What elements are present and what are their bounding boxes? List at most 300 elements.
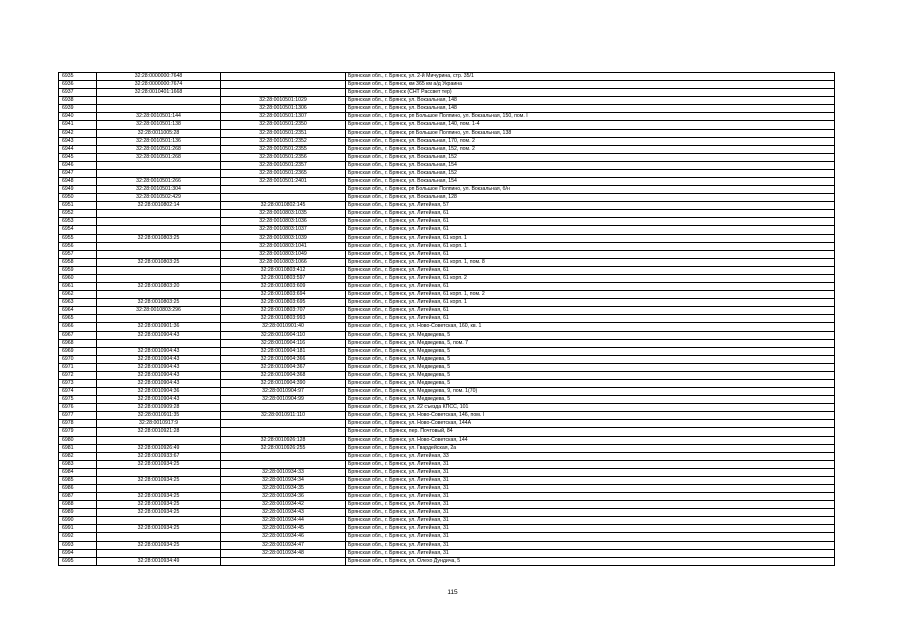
land-cadastral-number-cell: 32:28:0010921:28 [97, 428, 221, 436]
table-row [59, 81, 835, 89]
building-cadastral-number-cell: 32:28:0010934:43 [221, 509, 346, 517]
row-number-cell: 6978 [59, 420, 97, 428]
row-number-cell: 6984 [59, 469, 97, 477]
building-cadastral-number-cell: 32:28:0010934:44 [221, 517, 346, 525]
address-cell: Брянская обл., г. Брянск, ул. Литейная, 61 корп. 1 [346, 243, 835, 251]
address-cell: Брянская обл., г. Брянск, ул. Ново-Советская, 146, пом. I [346, 412, 835, 420]
table-row [59, 525, 835, 533]
table-row [59, 356, 835, 364]
address-cell: Брянская обл., г. Брянск (СНТ Рассвет тер) [346, 89, 835, 97]
table-row [59, 461, 835, 469]
address-cell: Брянская обл., г. Брянск, ул. Ново-Советская, 144 [346, 437, 835, 445]
land-cadastral-number-cell: 32:28:0010934:25 [97, 493, 221, 501]
building-cadastral-number-cell: 32:28:0010803:695 [221, 299, 346, 307]
building-cadastral-number-cell [221, 461, 346, 469]
row-number-cell: 6987 [59, 493, 97, 501]
table-row [59, 396, 835, 404]
land-cadastral-number-cell: 32:28:0010934:25 [97, 461, 221, 469]
row-number-cell: 6935 [59, 73, 97, 81]
row-number-cell: 6966 [59, 323, 97, 331]
table-row [59, 243, 835, 251]
table-row [59, 509, 835, 517]
table-row [59, 542, 835, 550]
row-number-cell: 6952 [59, 210, 97, 218]
table-row [59, 533, 835, 541]
row-number-cell: 6964 [59, 307, 97, 315]
row-number-cell: 6979 [59, 428, 97, 436]
building-cadastral-number-cell: 32:28:0010904:116 [221, 340, 346, 348]
table-row [59, 202, 835, 210]
land-cadastral-number-cell: 32:28:0010904:43 [97, 396, 221, 404]
building-cadastral-number-cell: 32:28:0010904:368 [221, 372, 346, 380]
row-number-cell: 6994 [59, 550, 97, 558]
building-cadastral-number-cell: 32:28:0010803:1039 [221, 235, 346, 243]
land-cadastral-number-cell: 32:28:0010934:25 [97, 501, 221, 509]
table-row [59, 372, 835, 380]
land-cadastral-number-cell: 32:28:0010904:43 [97, 372, 221, 380]
row-number-cell: 6944 [59, 146, 97, 154]
address-cell: Брянская обл., г. Брянск, ул. Литейная, 61 [346, 218, 835, 226]
row-number-cell: 6943 [59, 138, 97, 146]
building-cadastral-number-cell [221, 558, 346, 566]
address-cell: Брянская обл., г. Брянск, ул. Литейная, 31 [346, 550, 835, 558]
building-cadastral-number-cell: 32:28:0010904:99 [221, 396, 346, 404]
building-cadastral-number-cell: 32:28:0010803:1035 [221, 210, 346, 218]
building-cadastral-number-cell: 32:28:0010904:97 [221, 388, 346, 396]
building-cadastral-number-cell: 32:28:0010904:367 [221, 364, 346, 372]
land-cadastral-number-cell: 32:28:0010501:304 [97, 186, 221, 194]
building-cadastral-number-cell: 32:28:0010803:1049 [221, 251, 346, 259]
building-cadastral-number-cell: 32:28:0010501:2401 [221, 178, 346, 186]
table-row [59, 404, 835, 412]
row-number-cell: 6990 [59, 517, 97, 525]
table-row [59, 291, 835, 299]
land-cadastral-number-cell: 32:28:0010401:1668 [97, 89, 221, 97]
row-number-cell: 6991 [59, 525, 97, 533]
address-cell: Брянская обл., г. Брянск, ул. Медведева, 5 [346, 356, 835, 364]
table-row [59, 517, 835, 525]
land-cadastral-number-cell [97, 162, 221, 170]
address-cell: Брянская обл., г. Брянск, ул. Литейная, 61 [346, 226, 835, 234]
land-cadastral-number-cell: 32:28:0010802:14 [97, 202, 221, 210]
table-row [59, 493, 835, 501]
land-cadastral-number-cell [97, 105, 221, 113]
address-cell: Брянская обл., г. Брянск, ул. Литейная, 31 [346, 469, 835, 477]
land-cadastral-number-cell: 32:28:0010933:67 [97, 453, 221, 461]
address-cell: Брянская обл., г. Брянск, ул. Литейная, 31 [346, 517, 835, 525]
building-cadastral-number-cell: 32:28:0010934:35 [221, 485, 346, 493]
land-cadastral-number-cell: 32:28:0010904:43 [97, 348, 221, 356]
land-cadastral-number-cell: 32:28:0010934:25 [97, 525, 221, 533]
address-cell: Брянская обл., г. Брянск, рп Большое Полпино, ул. Вокзальная, 138 [346, 130, 835, 138]
land-cadastral-number-cell [97, 267, 221, 275]
address-cell: Брянская обл., г. Брянск, ул. Литейная, 61 [346, 315, 835, 323]
land-cadastral-number-cell: 32:28:0010934:25 [97, 477, 221, 485]
table-row [59, 299, 835, 307]
address-cell: Брянская обл., г. Брянск, ул. Литейная, 33 [346, 453, 835, 461]
table-row [59, 412, 835, 420]
land-cadastral-number-cell [97, 437, 221, 445]
building-cadastral-number-cell [221, 428, 346, 436]
row-number-cell: 6937 [59, 89, 97, 97]
address-cell: Брянская обл., г. Брянск, ул. Вокзальная, 154 [346, 178, 835, 186]
row-number-cell: 6974 [59, 388, 97, 396]
address-cell: Брянская обл., г. Брянск, ул. Вокзальная, 128 [346, 194, 835, 202]
table-row [59, 226, 835, 234]
land-cadastral-number-cell [97, 550, 221, 558]
land-cadastral-number-cell: 32:28:0000000:7648 [97, 73, 221, 81]
table-row [59, 445, 835, 453]
building-cadastral-number-cell: 32:28:0010904:181 [221, 348, 346, 356]
address-cell: Брянская обл., г. Брянск, ул. Литейная, 61 корп. 1, пом. 8 [346, 259, 835, 267]
address-cell: Брянская обл., г. Брянск, ул. Вокзальная, 152 [346, 154, 835, 162]
building-cadastral-number-cell: 32:28:0010904:366 [221, 356, 346, 364]
address-cell: Брянская обл., г. Брянск, ул. Литейная, 31 [346, 477, 835, 485]
address-cell: Брянская обл., г. Брянск, ул. Литейная, 61 корп. 1, пом. 2 [346, 291, 835, 299]
building-cadastral-number-cell: 32:28:0010926:255 [221, 445, 346, 453]
row-number-cell: 6973 [59, 380, 97, 388]
land-cadastral-number-cell: 32:28:0010901:36 [97, 323, 221, 331]
building-cadastral-number-cell: 32:28:0010934:46 [221, 533, 346, 541]
table-row [59, 420, 835, 428]
land-cadastral-number-cell: 32:28:0010501:266 [97, 178, 221, 186]
land-cadastral-number-cell [97, 315, 221, 323]
row-number-cell: 6983 [59, 461, 97, 469]
table-row [59, 332, 835, 340]
address-cell: Брянская обл., г. Брянск, ул. Медведева, 5, пом. 7 [346, 340, 835, 348]
building-cadastral-number-cell: 32:28:0010803:993 [221, 315, 346, 323]
row-number-cell: 6963 [59, 299, 97, 307]
row-number-cell: 6962 [59, 291, 97, 299]
table-row [59, 170, 835, 178]
table-row [59, 485, 835, 493]
row-number-cell: 6989 [59, 509, 97, 517]
building-cadastral-number-cell: 32:28:0010803:597 [221, 275, 346, 283]
land-cadastral-number-cell: 32:28:0010934:25 [97, 509, 221, 517]
table-row [59, 130, 835, 138]
row-number-cell: 6948 [59, 178, 97, 186]
table-row [59, 315, 835, 323]
row-number-cell: 6949 [59, 186, 97, 194]
row-number-cell: 6938 [59, 97, 97, 105]
table-row [59, 154, 835, 162]
address-cell: Брянская обл., г. Брянск, ул. Медведева, 5 [346, 348, 835, 356]
address-cell: Брянская обл., г. Брянск, ул. Вокзальная, 152, пом. 2 [346, 146, 835, 154]
building-cadastral-number-cell: 32:28:0010501:1029 [221, 97, 346, 105]
land-cadastral-number-cell [97, 210, 221, 218]
row-number-cell: 6959 [59, 267, 97, 275]
building-cadastral-number-cell: 32:28:0010803:412 [221, 267, 346, 275]
table-row [59, 162, 835, 170]
land-cadastral-number-cell: 32:28:0010904:43 [97, 364, 221, 372]
building-cadastral-number-cell [221, 81, 346, 89]
address-cell: Брянская обл., г. Брянск, ул. Медведева, 5 [346, 380, 835, 388]
building-cadastral-number-cell [221, 453, 346, 461]
row-number-cell: 6971 [59, 364, 97, 372]
row-number-cell: 6950 [59, 194, 97, 202]
building-cadastral-number-cell: 32:28:0010803:1036 [221, 218, 346, 226]
row-number-cell: 6980 [59, 437, 97, 445]
land-cadastral-number-cell: 32:28:0010803:25 [97, 235, 221, 243]
row-number-cell: 6940 [59, 113, 97, 121]
address-cell: Брянская обл., г. Брянск, ул. Литейная, 31 [346, 525, 835, 533]
row-number-cell: 6970 [59, 356, 97, 364]
table-row [59, 138, 835, 146]
table-row [59, 550, 835, 558]
address-cell: Брянская обл., г. Брянск, ул. Медведева, 5 [346, 364, 835, 372]
building-cadastral-number-cell: 32:28:0010501:2355 [221, 146, 346, 154]
address-cell: Брянская обл., г. Брянск, ул. Медведева, 9, пом. 1(70) [346, 388, 835, 396]
address-cell: Брянская обл., г. Брянск, ул. 22 съезда КПСС, 101 [346, 404, 835, 412]
table-row [59, 194, 835, 202]
land-cadastral-number-cell: 32:28:0010501:136 [97, 138, 221, 146]
land-cadastral-number-cell: 32:28:0010803:25 [97, 299, 221, 307]
row-number-cell: 6995 [59, 558, 97, 566]
land-cadastral-number-cell: 32:28:0000000:7674 [97, 81, 221, 89]
building-cadastral-number-cell: 32:28:0010934:36 [221, 493, 346, 501]
building-cadastral-number-cell: 32:28:0010803:707 [221, 307, 346, 315]
address-cell: Брянская обл., г. Брянск, ул. Медведева, 5 [346, 332, 835, 340]
table-row [59, 73, 835, 81]
table-row [59, 437, 835, 445]
row-number-cell: 6939 [59, 105, 97, 113]
table-row [59, 469, 835, 477]
address-cell: Брянская обл., г. Брянск, ул. Литейная, 61 [346, 210, 835, 218]
land-cadastral-number-cell [97, 170, 221, 178]
table-row [59, 89, 835, 97]
address-cell: Брянская обл., г. Брянск, ул. Медведева, 5 [346, 372, 835, 380]
building-cadastral-number-cell: 32:28:0010934:47 [221, 542, 346, 550]
address-cell: Брянская обл., г. Брянск, ул. Литейная, 31 [346, 461, 835, 469]
table-row [59, 380, 835, 388]
row-number-cell: 6947 [59, 170, 97, 178]
property-table [58, 72, 835, 566]
building-cadastral-number-cell: 32:28:0010501:2356 [221, 154, 346, 162]
building-cadastral-number-cell: 32:28:0010802:145 [221, 202, 346, 210]
row-number-cell: 6977 [59, 412, 97, 420]
table-row [59, 348, 835, 356]
land-cadastral-number-cell: 32:28:0010501:144 [97, 113, 221, 121]
building-cadastral-number-cell: 32:28:0010926:128 [221, 437, 346, 445]
land-cadastral-number-cell: 32:28:0010926:49 [97, 445, 221, 453]
land-cadastral-number-cell [97, 275, 221, 283]
land-cadastral-number-cell: 32:28:0010904:36 [97, 388, 221, 396]
table-row [59, 388, 835, 396]
building-cadastral-number-cell: 32:28:0010501:1306 [221, 105, 346, 113]
address-cell: Брянская обл., г. Брянск, ул. Литейная, 61 корп. 1 [346, 235, 835, 243]
table-row [59, 97, 835, 105]
land-cadastral-number-cell: 32:28:0010501:138 [97, 121, 221, 129]
land-cadastral-number-cell: 32:28:0010803:296 [97, 307, 221, 315]
land-cadastral-number-cell: 32:28:0010909:28 [97, 404, 221, 412]
building-cadastral-number-cell: 32:28:0010901:40 [221, 323, 346, 331]
address-cell: Брянская обл., г. Брянск, ул. Вокзальная, 148 [346, 97, 835, 105]
table-row [59, 477, 835, 485]
table-row [59, 323, 835, 331]
row-number-cell: 6965 [59, 315, 97, 323]
building-cadastral-number-cell [221, 186, 346, 194]
address-cell: Брянская обл., г. Брянск, ул. Литейная, 31 [346, 509, 835, 517]
land-cadastral-number-cell [97, 533, 221, 541]
row-number-cell: 6958 [59, 259, 97, 267]
row-number-cell: 6951 [59, 202, 97, 210]
building-cadastral-number-cell: 32:28:0010934:42 [221, 501, 346, 509]
address-cell: Брянская обл., г. Брянск, рп Большое Полпино, ул. Вокзальная, б/н [346, 186, 835, 194]
table-row [59, 113, 835, 121]
address-cell: Брянская обл., г. Брянск, ул. Вокзальная, 154 [346, 162, 835, 170]
address-cell: Брянская обл., г. Брянск, ул. Медведева, 5 [346, 396, 835, 404]
address-cell: Брянская обл., г. Брянск, ул. Литейная, 61 [346, 307, 835, 315]
table-row [59, 428, 835, 436]
table-row [59, 283, 835, 291]
building-cadastral-number-cell: 32:28:0010904:110 [221, 332, 346, 340]
building-cadastral-number-cell: 32:28:0010501:2350 [221, 121, 346, 129]
row-number-cell: 6936 [59, 81, 97, 89]
building-cadastral-number-cell: 32:28:0010501:2351 [221, 130, 346, 138]
address-cell: Брянская обл., г. Брянск, ул. Гвардейская, 2а [346, 445, 835, 453]
row-number-cell: 6975 [59, 396, 97, 404]
table-row [59, 267, 835, 275]
address-cell: Брянская обл., г. Брянск, ул. Литейная, 61 [346, 251, 835, 259]
table-row [59, 186, 835, 194]
building-cadastral-number-cell [221, 73, 346, 81]
table-row [59, 275, 835, 283]
table-row [59, 501, 835, 509]
address-cell: Брянская обл., г. Брянск, ул. Литейная, 61 [346, 267, 835, 275]
building-cadastral-number-cell: 32:28:0010803:694 [221, 291, 346, 299]
address-cell: Брянская обл., г. Брянск, ул. Вокзальная, 152 [346, 170, 835, 178]
row-number-cell: 6988 [59, 501, 97, 509]
land-cadastral-number-cell: 32:28:0010803:20 [97, 283, 221, 291]
building-cadastral-number-cell: 32:28:0010803:1037 [221, 226, 346, 234]
building-cadastral-number-cell: 32:28:0010911:110 [221, 412, 346, 420]
table-row [59, 558, 835, 566]
row-number-cell: 6953 [59, 218, 97, 226]
land-cadastral-number-cell [97, 340, 221, 348]
land-cadastral-number-cell: 32:28:0011005:28 [97, 130, 221, 138]
address-cell: Брянская обл., г. Брянск, ул. Литейная, 31 [346, 542, 835, 550]
land-cadastral-number-cell [97, 226, 221, 234]
table-row [59, 121, 835, 129]
row-number-cell: 6972 [59, 372, 97, 380]
address-cell: Брянская обл., г. Брянск, ул. 2-й Мичурина, стр. 35/1 [346, 73, 835, 81]
address-cell: Брянская обл., г. Брянск, ул. Литейная, 61 корп. 2 [346, 275, 835, 283]
land-cadastral-number-cell: 32:28:0010934:49 [97, 558, 221, 566]
land-cadastral-number-cell: 32:28:0010911:35 [97, 412, 221, 420]
building-cadastral-number-cell [221, 89, 346, 97]
land-cadastral-number-cell: 32:28:0010904:43 [97, 356, 221, 364]
row-number-cell: 6968 [59, 340, 97, 348]
building-cadastral-number-cell [221, 404, 346, 412]
land-cadastral-number-cell: 32:28:0010803:25 [97, 259, 221, 267]
building-cadastral-number-cell: 32:28:0010501:2365 [221, 170, 346, 178]
row-number-cell: 6945 [59, 154, 97, 162]
land-cadastral-number-cell [97, 469, 221, 477]
row-number-cell: 6985 [59, 477, 97, 485]
row-number-cell: 6992 [59, 533, 97, 541]
row-number-cell: 6954 [59, 226, 97, 234]
row-number-cell: 6967 [59, 332, 97, 340]
land-cadastral-number-cell: 32:28:0010917:9 [97, 420, 221, 428]
table-row [59, 178, 835, 186]
land-cadastral-number-cell [97, 485, 221, 493]
land-cadastral-number-cell: 32:28:0010904:43 [97, 332, 221, 340]
address-cell: Брянская обл., г. Брянск, ул. Литейная, 31 [346, 485, 835, 493]
row-number-cell: 6993 [59, 542, 97, 550]
land-cadastral-number-cell: 32:28:0010904:43 [97, 380, 221, 388]
building-cadastral-number-cell: 32:28:0010501:1307 [221, 113, 346, 121]
row-number-cell: 6976 [59, 404, 97, 412]
building-cadastral-number-cell [221, 194, 346, 202]
land-cadastral-number-cell [97, 251, 221, 259]
address-cell: Брянская обл., г. Брянск, км 365 км а/д Украина [346, 81, 835, 89]
address-cell: Брянская обл., г. Брянск, ул. Литейная, 31 [346, 533, 835, 541]
building-cadastral-number-cell: 32:28:0010803:1041 [221, 243, 346, 251]
table-row [59, 146, 835, 154]
address-cell: Брянская обл., г. Брянск, ул. Литейная, 31 [346, 501, 835, 509]
page-number: 115 [447, 589, 458, 596]
building-cadastral-number-cell: 32:28:0010803:1066 [221, 259, 346, 267]
building-cadastral-number-cell: 32:28:0010501:2352 [221, 138, 346, 146]
address-cell: Брянская обл., г. Брянск, рп Большое Полпино, ул. Вокзальная, 150, пом. I [346, 113, 835, 121]
address-cell: Брянская обл., г. Брянск, ул. Олехо Дундича, 5 [346, 558, 835, 566]
address-cell: Брянская обл., г. Брянск, ул. Вокзальная, 170, пом. 2 [346, 138, 835, 146]
building-cadastral-number-cell: 32:28:0010934:48 [221, 550, 346, 558]
building-cadastral-number-cell: 32:28:0010934:45 [221, 525, 346, 533]
row-number-cell: 6986 [59, 485, 97, 493]
table-row [59, 453, 835, 461]
address-cell: Брянская обл., г. Брянск, ул. Литейная, 57 [346, 202, 835, 210]
address-cell: Брянская обл., г. Брянск, ул. Литейная, 61 корп. 1 [346, 299, 835, 307]
address-cell: Брянская обл., г. Брянск, ул. Ново-Советская, 144А [346, 420, 835, 428]
row-number-cell: 6957 [59, 251, 97, 259]
land-cadastral-number-cell [97, 291, 221, 299]
land-cadastral-number-cell: 32:28:0010501:268 [97, 154, 221, 162]
land-cadastral-number-cell [97, 243, 221, 251]
row-number-cell: 6981 [59, 445, 97, 453]
address-cell: Брянская обл., г. Брянск, пер. Почтовый, 84 [346, 428, 835, 436]
land-cadastral-number-cell [97, 97, 221, 105]
row-number-cell: 6969 [59, 348, 97, 356]
building-cadastral-number-cell: 32:28:0010904:390 [221, 380, 346, 388]
building-cadastral-number-cell [221, 420, 346, 428]
row-number-cell: 6942 [59, 130, 97, 138]
building-cadastral-number-cell: 32:28:0010934:33 [221, 469, 346, 477]
land-cadastral-number-cell: 32:28:0010934:25 [97, 542, 221, 550]
row-number-cell: 6982 [59, 453, 97, 461]
land-cadastral-number-cell [97, 517, 221, 525]
table-row [59, 105, 835, 113]
address-cell: Брянская обл., г. Брянск, ул. Ново-Советская, 160, кв. 1 [346, 323, 835, 331]
table-row [59, 251, 835, 259]
address-cell: Брянская обл., г. Брянск, ул. Вокзальная, 140, пом. 1-4 [346, 121, 835, 129]
table-row [59, 340, 835, 348]
building-cadastral-number-cell: 32:28:0010501:2357 [221, 162, 346, 170]
address-cell: Брянская обл., г. Брянск, ул. Литейная, 31 [346, 493, 835, 501]
land-cadastral-number-cell: 32:28:0010502:429 [97, 194, 221, 202]
table-row [59, 235, 835, 243]
building-cadastral-number-cell: 32:28:0010803:609 [221, 283, 346, 291]
row-number-cell: 6961 [59, 283, 97, 291]
table-row [59, 364, 835, 372]
address-cell: Брянская обл., г. Брянск, ул. Литейная, 61 [346, 283, 835, 291]
row-number-cell: 6955 [59, 235, 97, 243]
land-cadastral-number-cell [97, 218, 221, 226]
table-row [59, 218, 835, 226]
address-cell: Брянская обл., г. Брянск, ул. Вокзальная, 148 [346, 105, 835, 113]
row-number-cell: 6946 [59, 162, 97, 170]
building-cadastral-number-cell: 32:28:0010934:34 [221, 477, 346, 485]
